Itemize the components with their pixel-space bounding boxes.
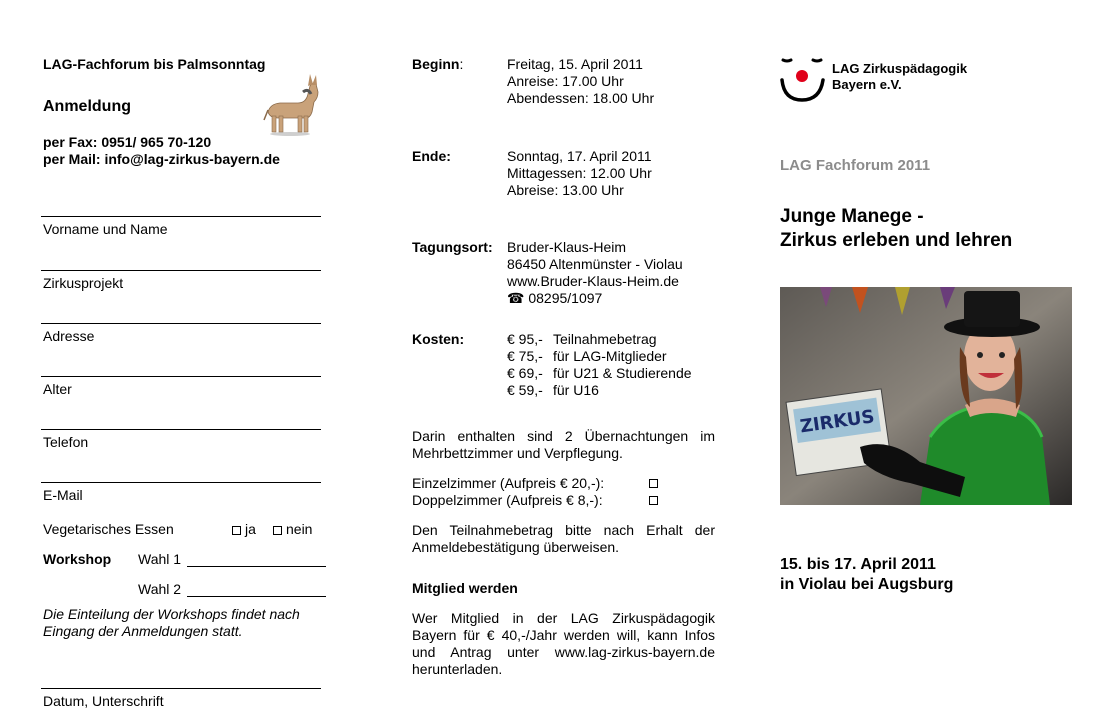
veg-no-checkbox[interactable] xyxy=(273,526,282,535)
ort-phone xyxy=(507,290,602,307)
wahl2-label: Wahl 2 xyxy=(138,581,182,597)
single-room-label: Einzelzimmer (Aufpreis € 20,-): xyxy=(412,475,605,491)
beginn-line-1: Freitag, 15. April 2011 xyxy=(507,56,643,72)
ende-line-3: Abreise: 13.00 Uhr xyxy=(507,182,624,198)
event-line: LAG-Fachforum bis Palmsonntag xyxy=(43,56,266,72)
form-heading: Anmeldung xyxy=(43,98,131,115)
veg-yes-option[interactable] xyxy=(232,521,256,538)
beginn-line-3: Abendessen: 18.00 Uhr xyxy=(507,90,655,106)
phone-number: 08295/1097 xyxy=(528,290,603,306)
phone-label: Telefon xyxy=(43,434,89,450)
workshop-note: Die Einteilung der Workshops findet nach Eingang der Anmeldungen statt. xyxy=(43,606,300,639)
veg-yes-checkbox[interactable] xyxy=(232,526,241,535)
cover-place: in Violau bei Augsburg xyxy=(780,576,954,593)
email-label: E-Mail xyxy=(43,487,83,503)
phone-line[interactable] xyxy=(41,429,321,430)
veg-no-label: nein xyxy=(286,521,313,537)
clown-logo-icon xyxy=(779,56,829,104)
double-room-checkbox[interactable] xyxy=(649,496,658,505)
cover-subtitle: LAG Fachforum 2011 xyxy=(780,157,931,174)
price-row: € 95,- Teilnahmebetrag xyxy=(507,331,657,347)
veg-yes-label: ja xyxy=(245,521,256,537)
ort-line-3: www.Bruder-Klaus-Heim.de xyxy=(507,273,679,289)
price-row: € 75,- für LAG-Mitglieder xyxy=(507,348,667,364)
included-text: Darin enthalten sind 2 Übernachtungen im Mehrbettzimmer und Verpflegung. xyxy=(412,428,715,461)
beginn-label: Beginn: xyxy=(412,56,464,72)
ort-line-1: Bruder-Klaus-Heim xyxy=(507,239,627,255)
age-line[interactable] xyxy=(41,376,321,377)
phone-icon: ☎ xyxy=(507,290,525,306)
workshop-label: Workshop xyxy=(43,551,112,567)
beginn-line-2: Anreise: 17.00 Uhr xyxy=(507,73,624,89)
single-room-checkbox[interactable] xyxy=(649,479,658,488)
address-line[interactable] xyxy=(41,323,321,324)
name-label: Vorname und Name xyxy=(43,221,168,237)
price-row: € 69,- für U21 & Studierende xyxy=(507,365,692,381)
member-heading: Mitglied werden xyxy=(412,580,518,596)
kosten-label: Kosten: xyxy=(412,331,465,347)
ende-line-2: Mittagessen: 12.00 Uhr xyxy=(507,165,652,181)
wahl2-line[interactable] xyxy=(187,596,326,597)
age-label: Alter xyxy=(43,381,72,397)
member-text: Wer Mitglied in der LAG Zirkuspädagogik Bayern für € 40,-/Jahr werden will, kann Infos und Antrag unter www.lag-zirkus-bayern.de herunterladen. xyxy=(412,610,715,677)
cover-date: 15. bis 17. April 2011 xyxy=(780,556,936,573)
logo-line-1: LAG Zirkuspädagogik xyxy=(832,61,968,76)
email-line[interactable] xyxy=(41,482,321,483)
project-line[interactable] xyxy=(41,270,321,271)
logo-line-2: Bayern e.V. xyxy=(832,77,902,92)
photo-sign-text: ZIRKUS xyxy=(798,406,876,438)
cover-title-line-2: Zirkus erleben und lehren xyxy=(780,230,1013,251)
ort-label: Tagungsort: xyxy=(412,239,493,255)
mail-line: per Mail: info@lag-zirkus-bayern.de xyxy=(43,151,280,167)
wahl1-label: Wahl 1 xyxy=(138,551,182,567)
ende-label: Ende: xyxy=(412,148,451,164)
cover-title-line-1: Junge Manege - xyxy=(780,206,924,227)
signature-line[interactable] xyxy=(41,688,321,689)
signature-label: Datum, Unterschrift xyxy=(43,693,164,709)
double-room-label: Doppelzimmer (Aufpreis € 8,-): xyxy=(412,492,603,508)
veg-no-option[interactable] xyxy=(273,521,312,538)
address-label: Adresse xyxy=(43,328,95,344)
fax-line: per Fax: 0951/ 965 70-120 xyxy=(43,134,212,150)
project-label: Zirkusprojekt xyxy=(43,275,124,291)
name-line[interactable] xyxy=(41,216,321,217)
cover-photo xyxy=(780,287,1072,505)
payment-text: Den Teilnahmebetrag bitte nach Erhalt der Anmeldebestätigung überweisen. xyxy=(412,522,715,555)
wahl1-line[interactable] xyxy=(187,566,326,567)
price-row: € 59,- für U16 xyxy=(507,382,599,398)
donkey-illustration xyxy=(258,72,320,136)
ende-line-1: Sonntag, 17. April 2011 xyxy=(507,148,652,164)
veg-label: Vegetarisches Essen xyxy=(43,521,174,537)
ort-line-2: 86450 Altenmünster - Violau xyxy=(507,256,683,272)
